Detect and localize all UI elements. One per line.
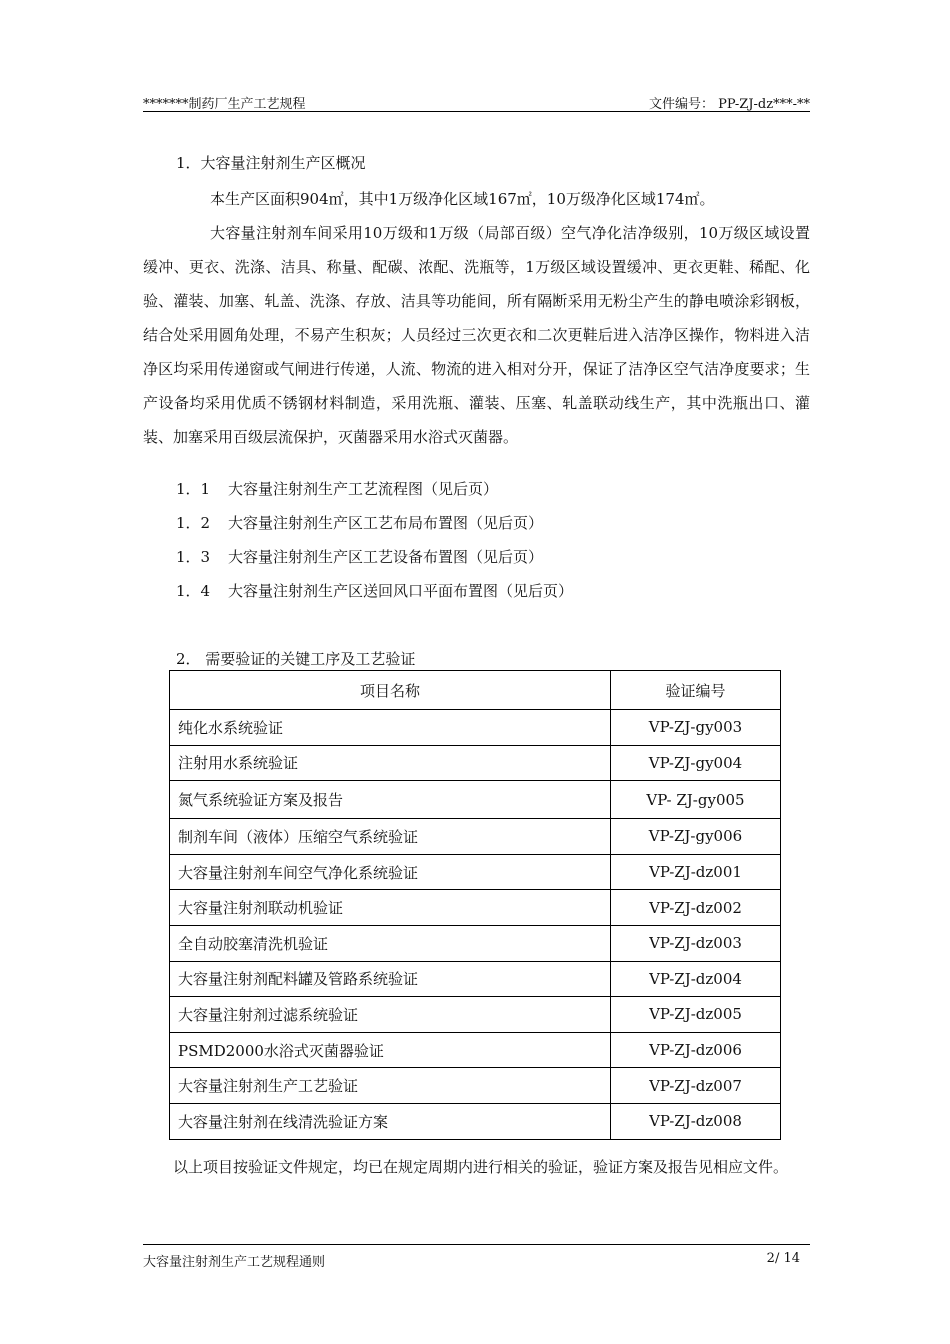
table-row bbox=[170, 890, 781, 926]
header-title: *******制药厂生产工艺规程 bbox=[143, 97, 306, 112]
validation-table bbox=[169, 670, 781, 1140]
item-name: 大容量注射剂车间空气净化系统验证 bbox=[170, 854, 611, 890]
table-row bbox=[170, 854, 781, 890]
table-row bbox=[170, 710, 781, 746]
validation-code: VP-ZJ-gy003 bbox=[611, 710, 781, 746]
table-row bbox=[170, 1103, 781, 1139]
section1-body bbox=[143, 182, 810, 454]
validation-code: VP-ZJ-dz001 bbox=[611, 854, 781, 890]
page-header bbox=[143, 93, 810, 112]
validation-code: VP-ZJ-gy006 bbox=[611, 819, 781, 855]
table-header-row bbox=[170, 671, 781, 710]
item-text: 大容量注射剂生产工艺流程图（见后页） bbox=[228, 480, 499, 498]
validation-code: VP-ZJ-dz008 bbox=[611, 1103, 781, 1139]
list-item bbox=[176, 478, 498, 499]
validation-code: VP-ZJ-dz002 bbox=[611, 890, 781, 926]
table-row bbox=[170, 1068, 781, 1104]
item-name: 大容量注射剂过滤系统验证 bbox=[170, 997, 611, 1033]
page-number: 2/ 14 bbox=[766, 1251, 800, 1266]
page-footer bbox=[143, 1244, 810, 1270]
validation-code: VP-ZJ-gy004 bbox=[611, 745, 781, 781]
column-header-code: 验证编号 bbox=[611, 671, 781, 710]
validation-code: VP-ZJ-dz003 bbox=[611, 925, 781, 961]
column-header-name: 项目名称 bbox=[170, 671, 611, 710]
validation-code: VP-ZJ-dz005 bbox=[611, 997, 781, 1033]
validation-code: VP-ZJ-dz004 bbox=[611, 961, 781, 997]
list-item bbox=[176, 546, 543, 567]
footer-title: 大容量注射剂生产工艺规程通则 bbox=[143, 1255, 326, 1270]
validation-code: VP-ZJ-dz006 bbox=[611, 1032, 781, 1068]
validation-code: VP-ZJ-dz007 bbox=[611, 1068, 781, 1104]
table-row bbox=[170, 997, 781, 1033]
item-number: 1．1 bbox=[176, 480, 211, 498]
item-name: 注射用水系统验证 bbox=[170, 745, 611, 781]
item-number: 1．4 bbox=[176, 582, 211, 600]
item-name: 大容量注射剂生产工艺验证 bbox=[170, 1068, 611, 1104]
closing-block bbox=[143, 1150, 810, 1184]
section2-title: 2． 需要验证的关键工序及工艺验证 bbox=[176, 650, 416, 668]
item-name: PSMD2000水浴式灭菌器验证 bbox=[170, 1032, 611, 1068]
section1-title: 1．大容量注射剂生产区概况 bbox=[176, 154, 366, 172]
item-name: 大容量注射剂联动机验证 bbox=[170, 890, 611, 926]
item-name: 大容量注射剂在线清洗验证方案 bbox=[170, 1103, 611, 1139]
item-name: 氮气系统验证方案及报告 bbox=[170, 781, 611, 819]
item-name: 制剂车间（液体）压缩空气系统验证 bbox=[170, 819, 611, 855]
table-row bbox=[170, 781, 781, 819]
item-text: 大容量注射剂生产区工艺设备布置图（见后页） bbox=[228, 548, 544, 566]
table-row bbox=[170, 925, 781, 961]
item-text: 大容量注射剂生产区送回风口平面布置图（见后页） bbox=[228, 582, 574, 600]
table-row bbox=[170, 1032, 781, 1068]
document-number: 文件编号： PP-ZJ-dz***-** bbox=[648, 97, 810, 112]
list-item bbox=[176, 512, 543, 533]
item-number: 1．2 bbox=[176, 514, 211, 532]
table-row bbox=[170, 819, 781, 855]
item-name: 大容量注射剂配料罐及管路系统验证 bbox=[170, 961, 611, 997]
item-text: 大容量注射剂生产区工艺布局布置图（见后页） bbox=[228, 514, 544, 532]
description-paragraph: 大容量注射剂车间采用10万级和1万级（局部百级）空气净化洁净级别，10万级区域设置缓冲、更衣、洗涤、洁具、称量、配碳、浓配、洗瓶等，1万级区域设置缓冲、更衣更鞋、稀配、化验、灌装、加塞、轧盖、洗涤、存放、洁具等功能间，所有隔断采用无粉尘产生的静电喷涂彩钢板，结合处采用圆角处理，不易产生积灰；人员经过三次更衣和二次更鞋后进入洁净区操作，物料进入洁净区均采用传递窗或气闸进行传递，人流、物流的进入相对分开，保证了洁净区空气洁净度要求；生产设备均采用优质不锈钢材料制造，采用洗瓶、灌装、压塞、轧盖联动线生产，其中洗瓶出口、灌装、加塞采用百级层流保护，灭菌器采用水浴式灭菌器。 bbox=[143, 224, 810, 446]
list-item bbox=[176, 580, 573, 601]
item-name: 纯化水系统验证 bbox=[170, 710, 611, 746]
closing-paragraph: 以上项目按验证文件规定，均已在规定周期内进行相关的验证，验证方案及报告见相应文件。 bbox=[173, 1158, 789, 1176]
table-row bbox=[170, 745, 781, 781]
validation-code: VP- ZJ-gy005 bbox=[611, 781, 781, 819]
item-number: 1．3 bbox=[176, 548, 211, 566]
table-row bbox=[170, 961, 781, 997]
item-name: 全自动胶塞清洗机验证 bbox=[170, 925, 611, 961]
area-paragraph: 本生产区面积904㎡，其中1万级净化区域167㎡，10万级净化区域174㎡。 bbox=[210, 190, 715, 208]
